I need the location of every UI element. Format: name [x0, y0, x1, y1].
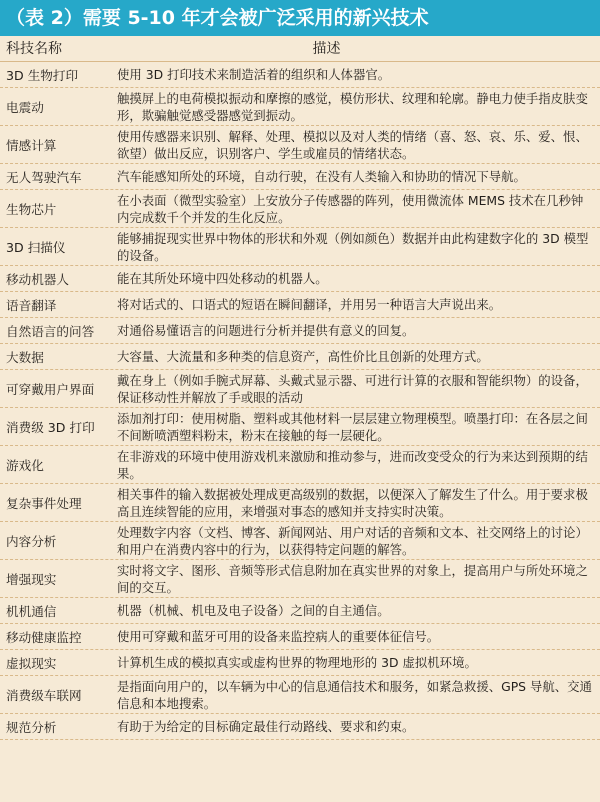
tech-description: 汽车能感知所处的环境，自动行驶，在没有人类输入和协助的情况下导航。 [117, 169, 526, 184]
tech-description: 使用传感器来识别、解释、处理、模拟以及对人类的情绪（喜、怒、哀、乐、爱、恨、欲望）做出反应，识别客户、学生或雇员的情绪状态。 [117, 128, 588, 161]
tech-description: 戴在身上（例如手腕式屏幕、头戴式显示器、可进行计算的衣服和智能织物）的设备，保证移动性并解放了手或眼的活动 [117, 372, 588, 405]
tech-name: 增强现实 [6, 572, 57, 587]
tech-description: 处理数字内容（文档、博客、新闻网站、用户对话的音频和文本、社交网络上的讨论）和用户在消费内容中的行为，以获得特定问题的解答。 [117, 524, 588, 557]
table-row [0, 484, 600, 522]
table-row [0, 318, 600, 344]
tech-name: 语音翻译 [6, 298, 57, 313]
tech-name: 大数据 [6, 350, 44, 365]
table-row [0, 650, 600, 676]
tech-name: 自然语言的问答 [6, 324, 95, 339]
tech-description: 使用可穿戴和蓝牙可用的设备来监控病人的重要体征信号。 [117, 629, 440, 644]
tech-description: 计算机生成的模拟真实或虚构世界的物理地形的 3D 虚拟机环境。 [117, 655, 477, 670]
table-title: （表 2）需要 5-10 年才会被广泛采用的新兴技术 [0, 0, 600, 36]
tech-description: 能在其所处环境中四处移动的机器人。 [117, 271, 328, 286]
tech-description: 大容量、大流量和多种类的信息资产，高性价比且创新的处理方式。 [117, 349, 489, 364]
tech-name: 消费级车联网 [6, 688, 82, 703]
tech-description: 是指面向用户的，以车辆为中心的信息通信技术和服务，如紧急救援、GPS 导航、交通信息和本地搜索。 [117, 678, 592, 711]
table-row [0, 560, 600, 598]
table-body [0, 62, 600, 740]
tech-description: 添加剂打印：使用树脂、塑料或其他材料一层层建立物理模型。喷墨打印：在各层之间不间断喷洒塑料粉末，粉末在接触的每一层硬化。 [117, 410, 588, 443]
tech-name: 复杂事件处理 [6, 496, 82, 511]
tech-description: 在非游戏的环境中使用游戏机来激励和推动参与，进而改变受众的行为来达到预期的结果。 [117, 448, 588, 481]
tech-name: 3D 生物打印 [6, 68, 79, 83]
table-row [0, 88, 600, 126]
tech-description: 在小表面（微型实验室）上安放分子传感器的阵列，使用微流体 MEMS 技术在几秒钟内完成数千个并发的生化反应。 [117, 192, 584, 225]
tech-name: 机机通信 [6, 604, 57, 619]
table-row [0, 676, 600, 714]
tech-description: 相关事件的输入数据被处理成更高级别的数据，以便深入了解发生了什么。用于要求极高且连续智能的应用，来增强对事态的感知并支持实时决策。 [117, 486, 588, 519]
tech-description: 使用 3D 打印技术来制造活着的组织和人体器官。 [117, 67, 391, 82]
tech-name: 3D 扫描仪 [6, 240, 66, 255]
tech-name: 生物芯片 [6, 202, 57, 217]
tech-description: 触摸屏上的电荷模拟振动和摩擦的感觉，模仿形状、纹理和轮廓。静电力使手指皮肤变形，欺骗触觉感受器感觉到振动。 [117, 90, 588, 123]
tech-description: 实时将文字、图形、音频等形式信息附加在真实世界的对象上，提高用户与所处环境之间的交互。 [117, 562, 588, 595]
table-row [0, 228, 600, 266]
table-row [0, 624, 600, 650]
tech-name: 无人驾驶汽车 [6, 170, 82, 185]
tech-description: 将对话式的、口语式的短语在瞬间翻译，并用另一种语言大声说出来。 [117, 297, 502, 312]
tech-name: 电震动 [6, 100, 44, 115]
table-row [0, 370, 600, 408]
header-name: 科技名称 [6, 41, 62, 57]
tech-name: 移动健康监控 [6, 630, 82, 645]
tech-name: 情感计算 [6, 138, 57, 153]
tech-description: 对通俗易懂语言的问题进行分析并提供有意义的回复。 [117, 323, 415, 338]
table-row [0, 344, 600, 370]
tech-name: 内容分析 [6, 534, 57, 549]
table-row [0, 714, 600, 740]
table-header [0, 36, 600, 62]
table-row [0, 126, 600, 164]
tech-name: 可穿戴用户界面 [6, 382, 95, 397]
table-row [0, 408, 600, 446]
header-desc: 描述 [312, 41, 341, 57]
table-row [0, 522, 600, 560]
table-row [0, 190, 600, 228]
table-row [0, 598, 600, 624]
tech-name: 规范分析 [6, 720, 57, 735]
tech-name: 移动机器人 [6, 272, 69, 287]
table-row [0, 266, 600, 292]
tech-name: 消费级 3D 打印 [6, 420, 95, 435]
tech-name: 虚拟现实 [6, 656, 57, 671]
tech-description: 能够捕捉现实世界中物体的形状和外观（例如颜色）数据并由此构建数字化的 3D 模型的设备。 [117, 230, 589, 263]
tech-description: 有助于为给定的目标确定最佳行动路线、要求和约束。 [117, 719, 415, 734]
tech-description: 机器（机械、机电及电子设备）之间的自主通信。 [117, 603, 390, 618]
table-row [0, 164, 600, 190]
table-row [0, 446, 600, 484]
tech-name: 游戏化 [6, 458, 44, 473]
table-row [0, 62, 600, 88]
table-row [0, 292, 600, 318]
